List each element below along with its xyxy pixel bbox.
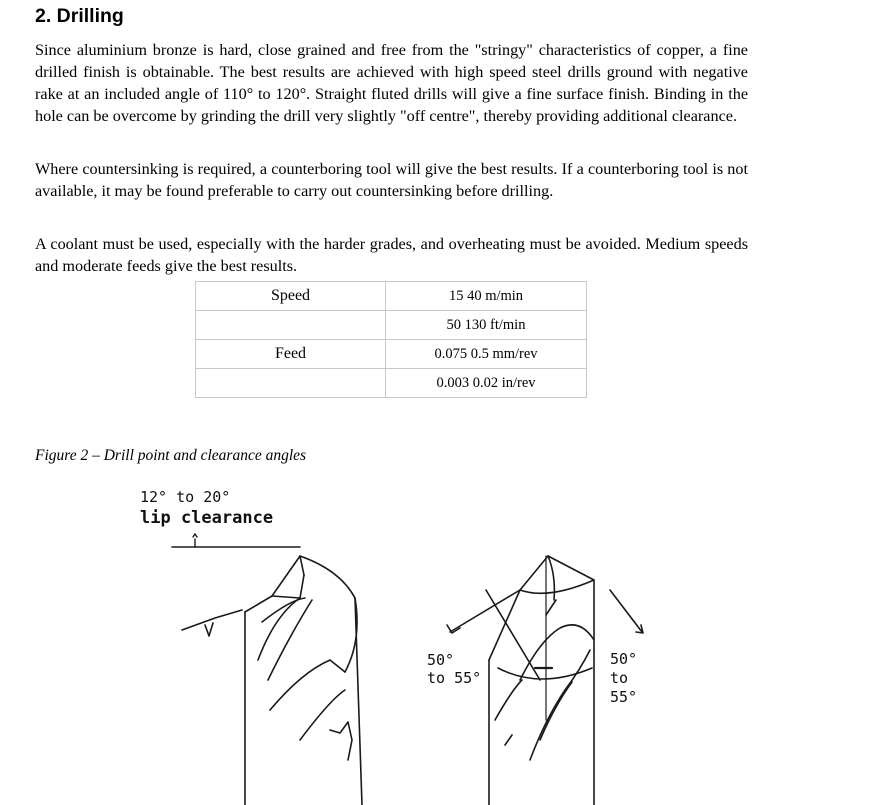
table-row [196, 282, 587, 311]
table-row [196, 340, 587, 369]
speed-metric-value: 15 40 m/min [386, 282, 587, 311]
paragraph-coolant: A coolant must be used, especially with the harder grades, and overheating must be avoided. Medium speeds and moderate feeds give the best results. [35, 235, 748, 275]
figure-caption: Figure 2 – Drill point and clearance angles [35, 447, 307, 464]
speed-label: Speed [196, 282, 386, 311]
left-angle-range: to 55° [427, 669, 482, 687]
lip-clearance-label: lip clearance [140, 508, 274, 528]
speed-imperial-value: 50 130 ft/min [386, 311, 587, 340]
paragraph-countersinking: Where countersinking is required, a counterboring tool will give the best results. If a counterboring tool is not available, it may be found preferable to carry out countersinking before drilling. [35, 160, 748, 200]
right-angle-to: to [610, 669, 629, 687]
feed-label: Feed [196, 340, 386, 369]
lip-clearance-angle-label: 12° to 20° [140, 488, 231, 506]
empty-cell [196, 311, 386, 340]
right-angle-end: 55° [610, 688, 638, 706]
table-row [196, 311, 587, 340]
speeds-feeds-table [195, 281, 587, 398]
drill-point-diagram [0, 478, 875, 805]
left-angle-value: 50° [427, 651, 455, 669]
side-view-drill [172, 534, 362, 805]
feed-metric-value: 0.075 0.5 mm/rev [386, 340, 587, 369]
right-angle-value: 50° [610, 650, 638, 668]
paragraph-drilling-finish: Since aluminium bronze is hard, close grained and free from the "stringy" characteristics of copper, a fine drilled finish is obtainable. The best results are achieved with high speed steel drills ground with negative rake at an included angle of 110° to 120°. Straight fluted drills will give a fine surface finish. Binding in the hole can be overcome by grinding the drill very slightly "off centre", thereby providing additional clearance. [35, 41, 748, 125]
feed-imperial-value: 0.003 0.02 in/rev [386, 369, 587, 398]
empty-cell [196, 369, 386, 398]
table-row [196, 369, 587, 398]
section-heading: 2. Drilling [35, 5, 124, 27]
